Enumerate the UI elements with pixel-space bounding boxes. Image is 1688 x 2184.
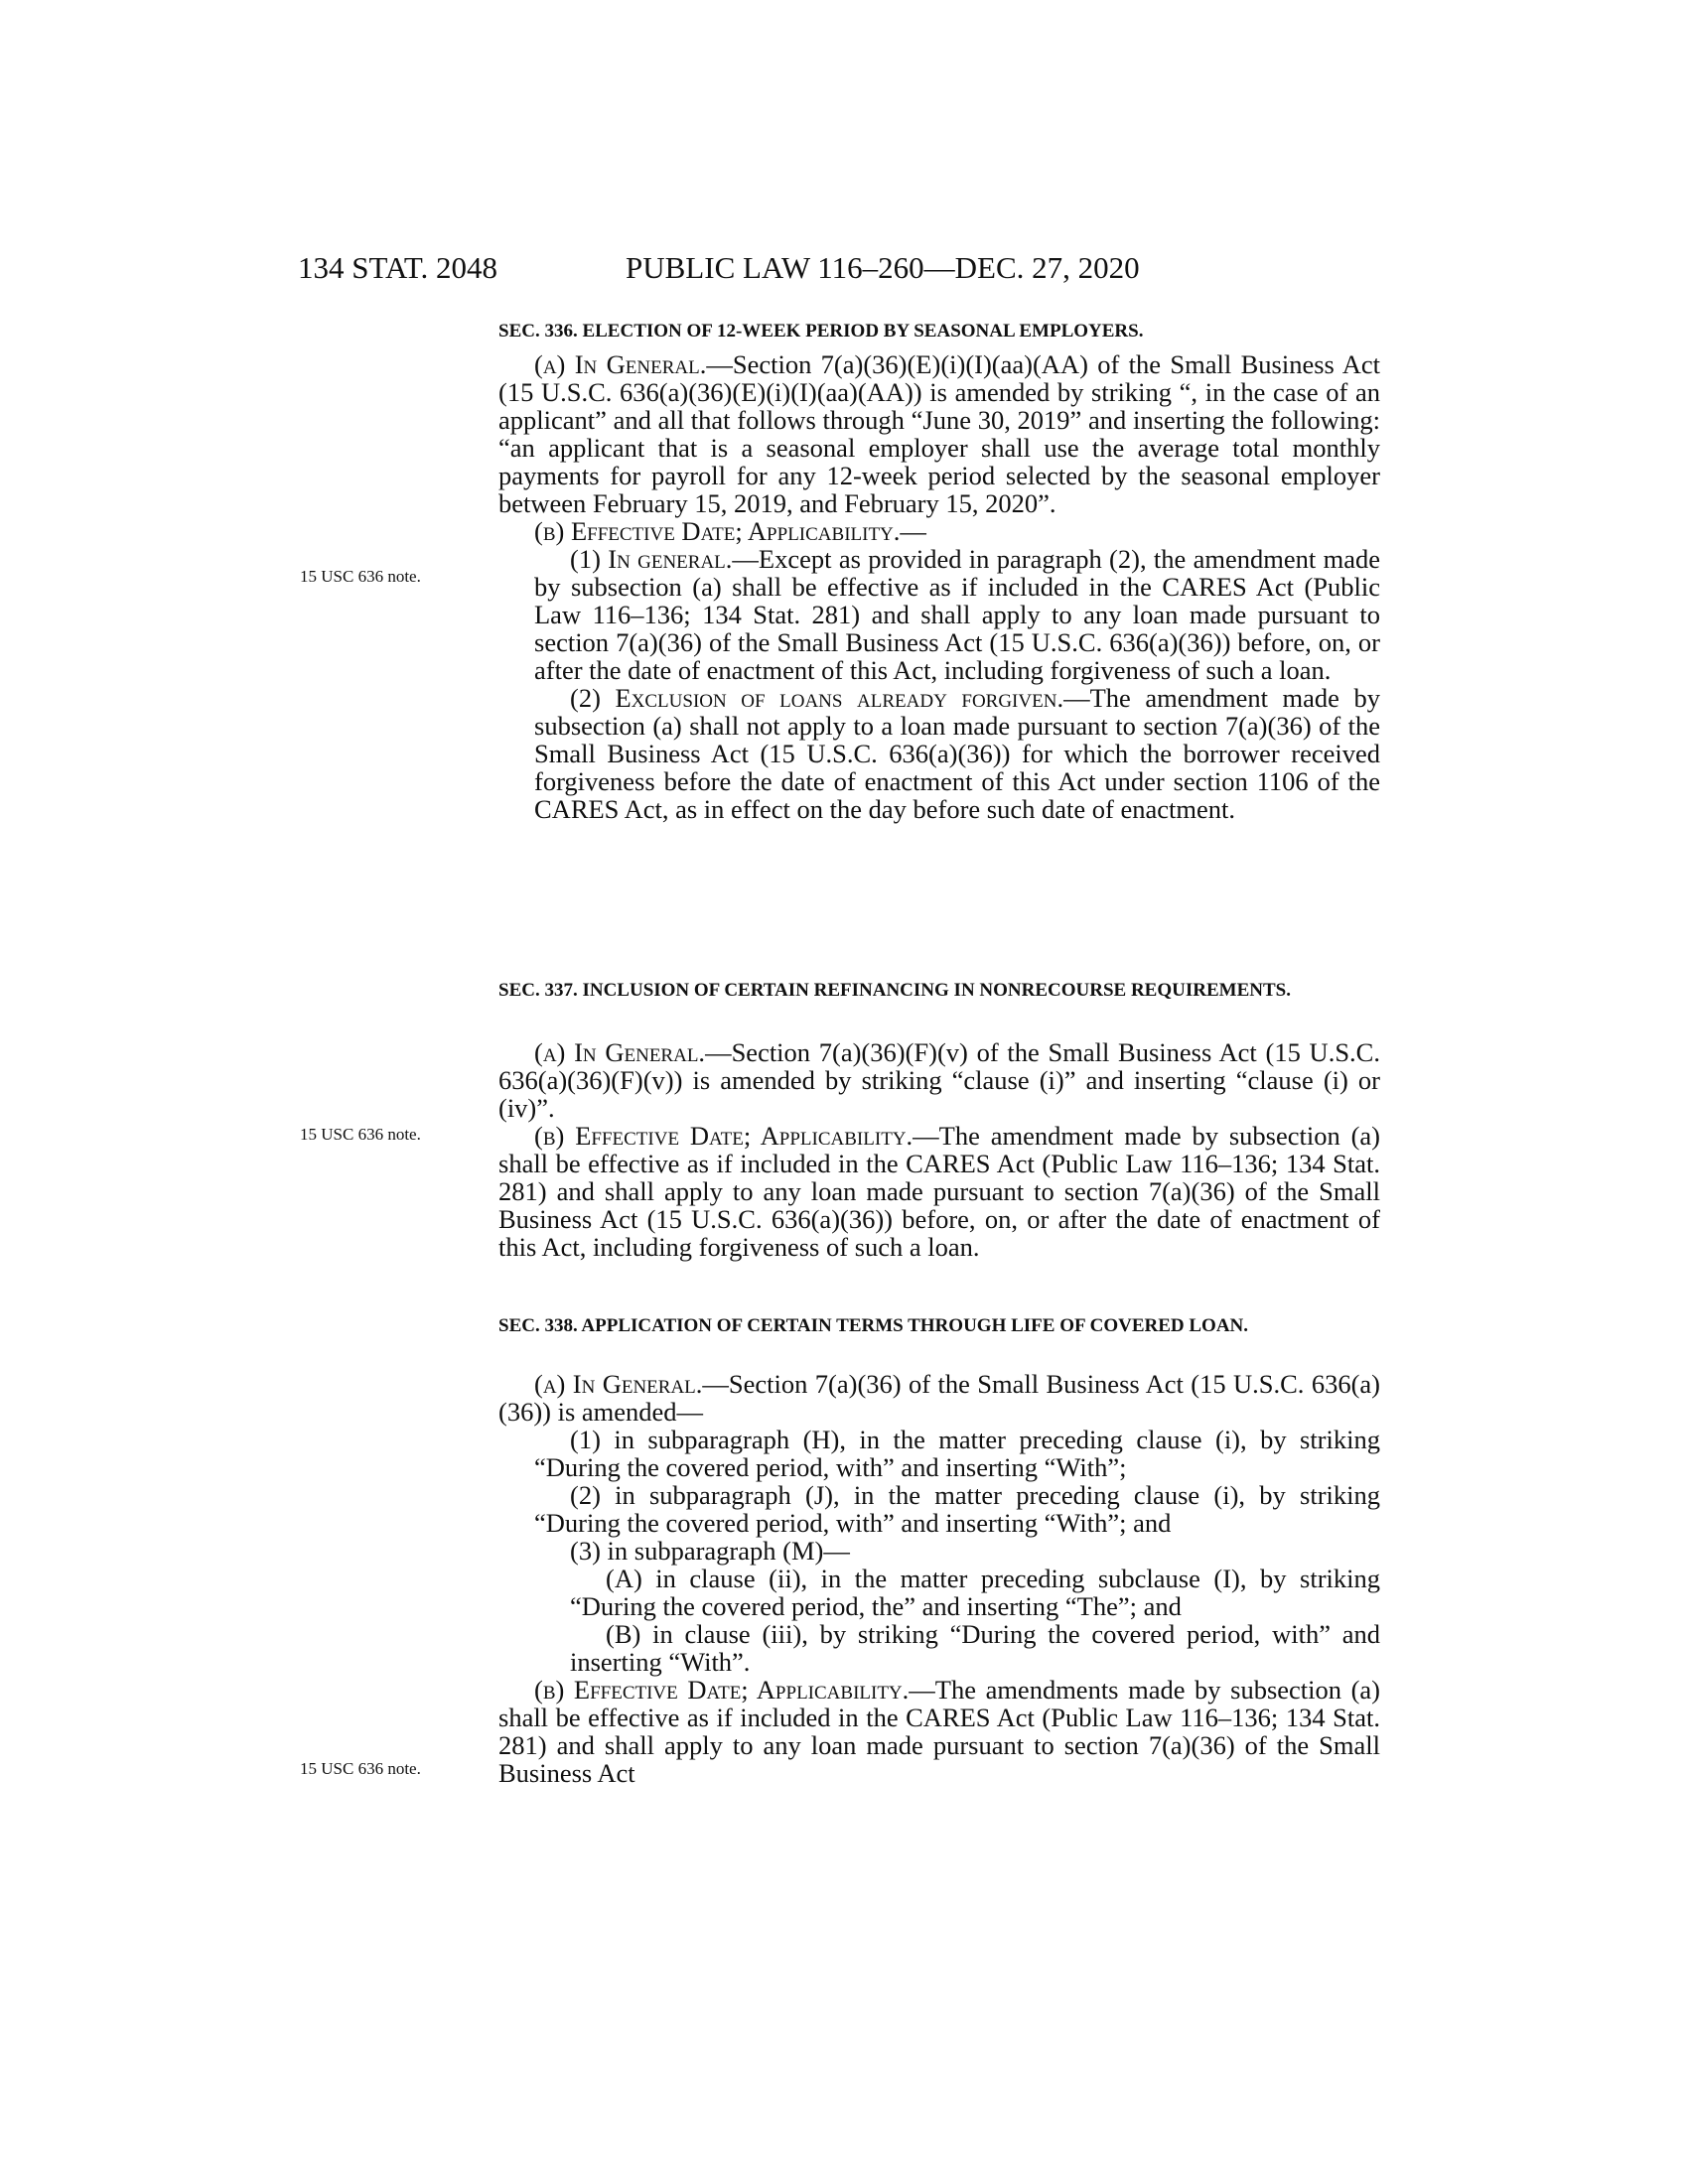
subsection-text: —Section 7(a)(36) of the Small Business Act (15 U.S.C. 636(a)(36)) is amended— xyxy=(498,1369,1380,1427)
subsection-label: (b) Effective Date; Applicability. xyxy=(534,1121,914,1151)
section-336 xyxy=(498,319,1380,344)
subparagraph-A: (A) in clause (ii), in the matter preceding subclause (I), by striking “During the covered period, the” and inserting “The”; and xyxy=(570,1564,1380,1621)
paragraph-text: —Except as provided in paragraph (2), the amendment made by subsection (a) shall be effective as if included in the CARES Act (Public Law 116–136; 134 Stat. 281) and shall apply to any loan made pursuant to section 7(a)(36) of the Small Business Act (15 U.S.C. 636(a)(36)) before, on, or after the date of enactment of this Act, including forgiveness of such a loan. xyxy=(534,544,1380,685)
paragraph-1: (1) in subparagraph (H), in the matter preceding clause (i), by striking “During the covered period, with” and inserting “With”; xyxy=(534,1425,1380,1482)
subsection-label: (a) In General. xyxy=(534,1369,703,1399)
subsection-a xyxy=(498,350,1380,517)
subsection-label: (b) Effective Date; Applicability. xyxy=(534,1675,910,1705)
subsection-label: (a) In General. xyxy=(534,349,707,379)
paragraph-2: (2) in subparagraph (J), in the matter preceding clause (i), by striking “During the covered period, with” and inserting “With”; and xyxy=(534,1480,1380,1538)
paragraph-label: (2) Exclusion of loans already forgiven. xyxy=(570,683,1064,713)
subsection-text: —Section 7(a)(36)(E)(i)(I)(aa)(AA) of the Small Business Act (15 U.S.C. 636(a)(36)(E)(i)(I)(aa)(AA)) is amended by striking “, in the case of an applicant” and all that follows through “June 30, 2019” and inserting the following: “an applicant that is a seasonal employer shall use the average total monthly payments for payroll for any 12-week period selected by the seasonal employer between February 15, 2019, and February 15, 2020”. xyxy=(498,349,1380,518)
section-338 xyxy=(498,1313,1380,1339)
subparagraph-B: (B) in clause (iii), by striking “During the covered period, with” and inserting “With”. xyxy=(570,1619,1380,1677)
subsection-label: (b) Effective Date; Applicability. xyxy=(534,516,901,546)
section-heading: SEC. 336. ELECTION OF 12-WEEK PERIOD BY SEASONAL EMPLOYERS. xyxy=(498,321,1144,341)
section-heading: SEC. 338. APPLICATION OF CERTAIN TERMS THROUGH LIFE OF COVERED LOAN. xyxy=(498,1315,1249,1336)
subsection-text: —Section 7(a)(36)(F)(v) of the Small Business Act (15 U.S.C. 636(a)(36)(F)(v)) is amended by striking “clause (i)” and inserting “clause (i) or (iv)”. xyxy=(498,1037,1380,1123)
paragraph-text: —The amendment made by subsection (a) shall not apply to a loan made pursuant to section 7(a)(36) of the Small Business Act (15 U.S.C. 636(a)(36)) for which the borrower received forgiveness before the date of enactment of this Act under section 1106 of the CARES Act, as in effect on the day before such date of enactment. xyxy=(534,683,1380,824)
section-337-body xyxy=(498,1038,1380,1261)
subsection-text: —The amendment made by subsection (a) shall be effective as if included in the CARES Act (Public Law 116–136; 134 Stat. 281) and shall apply to any loan made pursuant to section 7(a)(36) of the Small Business Act (15 U.S.C. 636(a)(36)) before, on, or after the date of enactment of this Act, including forgiveness of such a loan. xyxy=(498,1121,1381,1262)
section-337 xyxy=(498,978,1380,1004)
statute-page-number: 134 STAT. 2048 xyxy=(298,250,498,285)
subsection-b xyxy=(498,1122,1380,1261)
paragraph-2 xyxy=(498,684,1380,823)
margin-note: 15 USC 636 note. xyxy=(300,567,421,586)
section-heading: SEC. 337. INCLUSION OF CERTAIN REFINANCING IN NONRECOURSE REQUIREMENTS. xyxy=(498,980,1291,1001)
paragraph-3: (3) in subparagraph (M)— xyxy=(570,1536,850,1566)
margin-note: 15 USC 636 note. xyxy=(300,1759,421,1778)
subsection-a xyxy=(498,1038,1380,1122)
subsection-label: (a) In General. xyxy=(534,1037,706,1067)
subsection-b xyxy=(498,517,1380,545)
margin-note: 15 USC 636 note. xyxy=(300,1125,421,1144)
subsection-text: —The amendments made by subsection (a) shall be effective as if included in the CARES Act (Public Law 116–136; 134 Stat. 281) and shall apply to any loan made pursuant to section 7(a)(36) of the Small Business Act xyxy=(498,1675,1380,1788)
running-header-title: PUBLIC LAW 116–260—DEC. 27, 2020 xyxy=(626,250,1140,285)
paragraph-1 xyxy=(498,545,1380,684)
subsection-a xyxy=(498,1370,1380,1426)
subsection-text: — xyxy=(900,516,926,546)
paragraph-label: (1) In general. xyxy=(570,544,733,574)
section-338-body xyxy=(498,1370,1380,1787)
section-336-body xyxy=(498,350,1380,823)
subsection-b xyxy=(498,1676,1380,1787)
